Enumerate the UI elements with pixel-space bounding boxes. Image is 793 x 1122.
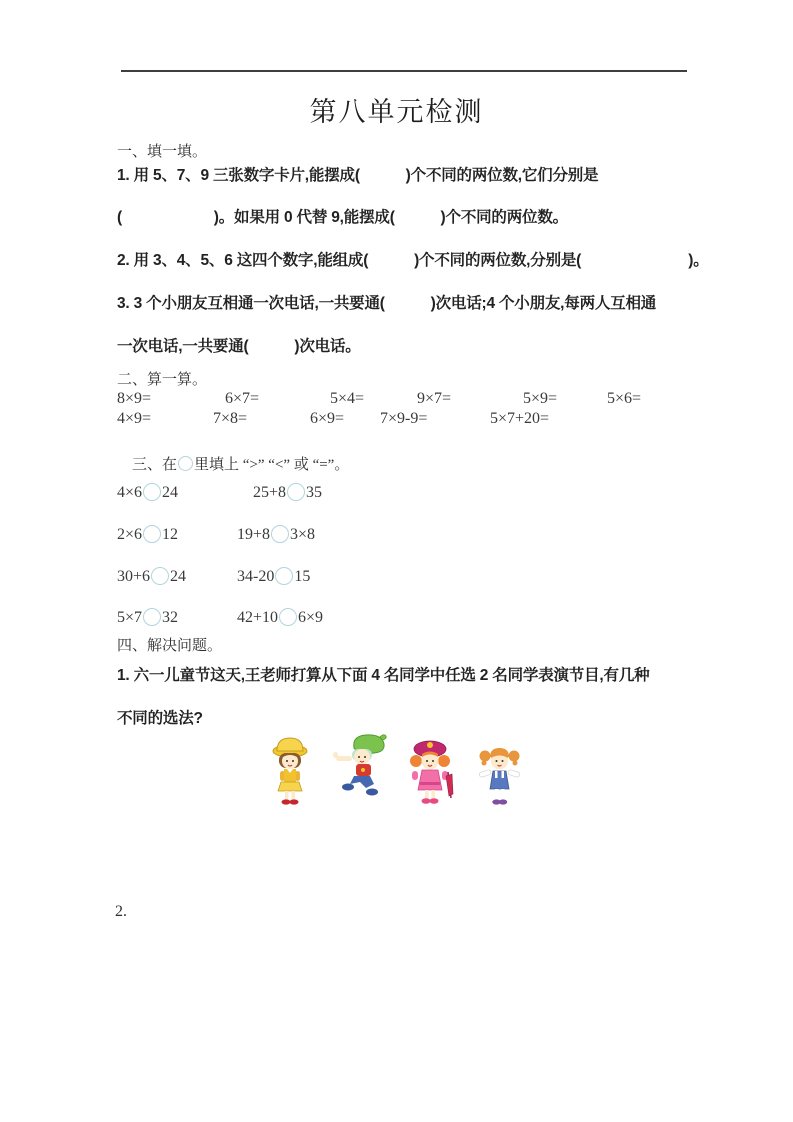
student-yellow-hat-girl-image xyxy=(266,736,314,806)
answer-circle xyxy=(151,567,169,585)
answer-circle xyxy=(287,483,305,501)
top-rule-line xyxy=(121,70,687,72)
calc-expression: 4×9= xyxy=(117,410,152,427)
comparison-cell xyxy=(117,608,178,627)
answer-circle xyxy=(279,608,297,626)
expression-right: 15 xyxy=(294,568,311,585)
section-three-heading-prefix: 三、在 xyxy=(132,457,178,474)
question-2: 2. 用 3、4、5、6 这四个数字,能组成( )个不同的两位数,分别是( )。 xyxy=(117,252,709,269)
calc-row-1 xyxy=(0,390,793,410)
calc-expression: 7×8= xyxy=(213,410,248,427)
page-title: 第八单元检测 xyxy=(309,97,484,127)
section-three-heading-suffix: 里填上 “>” “<” 或 “=”。 xyxy=(194,457,350,474)
calc-expression: 7×9-9= xyxy=(380,410,428,427)
expression-left: 4×6 xyxy=(117,484,143,501)
answer-circle xyxy=(275,567,293,585)
comparison-cell xyxy=(117,525,178,544)
comparison-cell xyxy=(117,567,186,586)
calc-expression: 5×9= xyxy=(523,390,558,407)
expression-right: 32 xyxy=(162,609,179,626)
calc-expression: 8×9= xyxy=(117,390,152,407)
answer-circle xyxy=(271,525,289,543)
expression-left: 25+8 xyxy=(253,484,287,501)
expression-left: 19+8 xyxy=(237,526,271,543)
section-one-heading: 一、填一填。 xyxy=(117,144,208,160)
example-circle-icon xyxy=(178,456,193,471)
section-two-heading: 二、算一算。 xyxy=(117,372,208,388)
calc-expression: 6×7= xyxy=(225,390,260,407)
answer-circle xyxy=(143,525,161,543)
student-pigtails-girl-image xyxy=(477,745,522,808)
question-3-line-2: 一次电话,一共要通( )次电话。 xyxy=(117,338,361,355)
expression-right: 24 xyxy=(170,568,187,585)
question-1-line-1: 1. 用 5、7、9 三张数字卡片,能摆成( )个不同的两位数,它们分别是 xyxy=(117,167,599,184)
section-four-heading: 四、解决问题。 xyxy=(117,638,223,654)
calc-expression: 5×7+20= xyxy=(490,410,550,427)
calc-expression: 6×9= xyxy=(310,410,345,427)
answer-circle xyxy=(143,608,161,626)
comparison-cell xyxy=(237,525,315,544)
question-1-line-2: ( )。如果用 0 代替 9,能摆成( )个不同的两位数。 xyxy=(117,209,568,226)
expression-right: 35 xyxy=(306,484,323,501)
expression-left: 30+6 xyxy=(117,568,151,585)
expression-right: 3×8 xyxy=(290,526,316,543)
student-pink-beret-girl-image xyxy=(404,738,460,808)
expression-left: 2×6 xyxy=(117,526,143,543)
comparison-cell xyxy=(117,483,178,502)
problem-2-label: 2. xyxy=(115,903,127,920)
calc-expression: 9×7= xyxy=(417,390,452,407)
question-3-line-1: 3. 3 个小朋友互相通一次电话,一共要通( )次电话;4 个小朋友,每两人互相通 xyxy=(117,295,657,312)
answer-circle xyxy=(143,483,161,501)
expression-right: 6×9 xyxy=(298,609,324,626)
student-green-cap-boy-image xyxy=(326,732,394,802)
expression-left: 5×7 xyxy=(117,609,143,626)
expression-right: 12 xyxy=(162,526,179,543)
comparison-cell xyxy=(237,608,323,627)
problem-1-line-2: 不同的选法? xyxy=(117,710,203,727)
calc-expression: 5×6= xyxy=(607,390,642,407)
expression-right: 24 xyxy=(162,484,179,501)
calc-row-2 xyxy=(0,410,793,430)
comparison-cell xyxy=(237,567,310,586)
problem-1-line-1: 1. 六一儿童节这天,王老师打算从下面 4 名同学中任选 2 名同学表演节目,有几种 xyxy=(117,667,650,684)
comparison-cell xyxy=(253,483,322,502)
expression-left: 34-20 xyxy=(237,568,275,585)
expression-left: 42+10 xyxy=(237,609,279,626)
calc-expression: 5×4= xyxy=(330,390,365,407)
